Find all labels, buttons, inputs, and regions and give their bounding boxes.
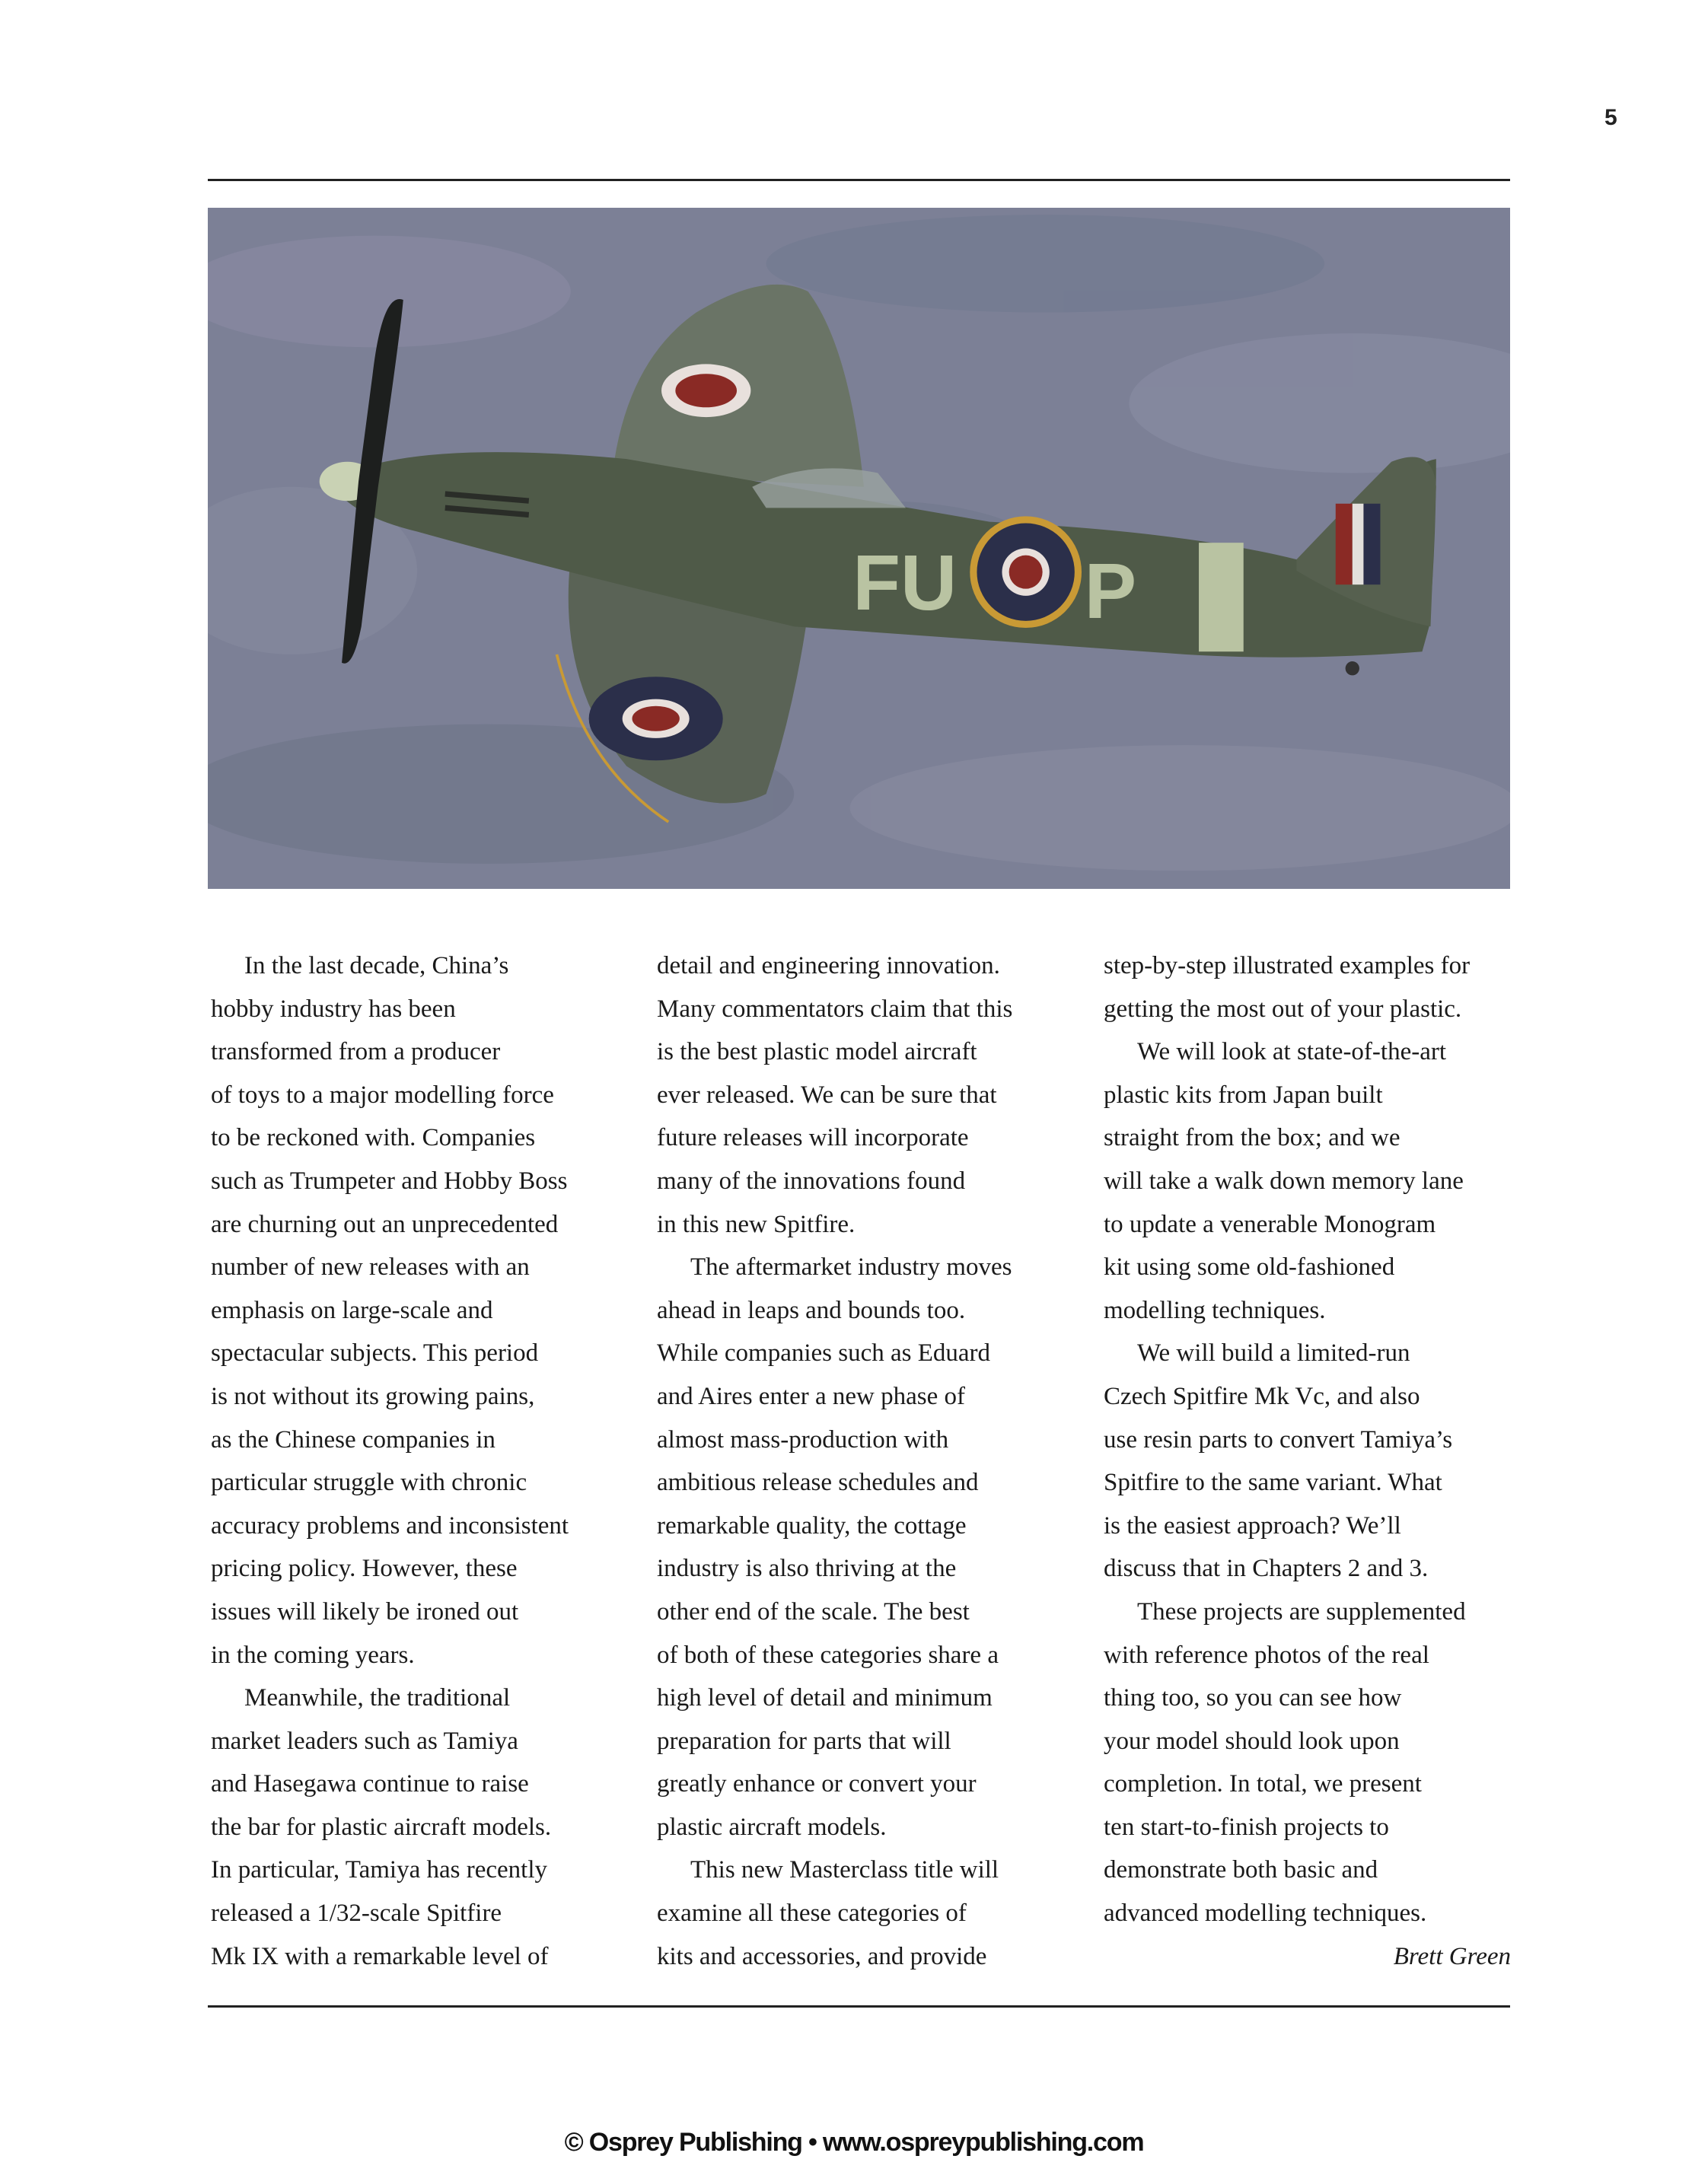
text-line: and Aires enter a new phase of [657,1382,966,1410]
text-line: particular struggle with chronic [211,1469,527,1497]
text-line: We will look at state-of-the-art [1137,1038,1447,1066]
bottom-rule [208,2005,1510,2008]
text-line: completion. In total, we present [1104,1770,1422,1798]
text-line: Meanwhile, the traditional [244,1684,511,1712]
text-line: number of new releases with an [211,1253,530,1282]
text-line: getting the most out of your plastic. [1104,995,1462,1023]
text-line: modelling techniques. [1104,1296,1326,1324]
text-line: straight from the box; and we [1104,1124,1400,1152]
text-line: and Hasegawa continue to raise [211,1770,529,1798]
text-line: accuracy problems and inconsistent [211,1511,569,1540]
text-line: will take a walk down memory lane [1104,1167,1464,1195]
text-line: plastic kits from Japan built [1104,1081,1383,1109]
text-line: future releases will incorporate [657,1124,969,1152]
text-line: ambitious release schedules and [657,1469,979,1497]
text-line: are churning out an unprecedented [211,1210,559,1238]
text-line: detail and engineering innovation. [657,952,1000,979]
text-line: step-by-step illustrated examples for [1104,952,1471,979]
text-line: kit using some old-fashioned [1104,1253,1395,1282]
text-line: is the easiest approach? We’ll [1104,1511,1401,1540]
text-line: In the last decade, China’s [244,952,509,979]
text-line: ever released. We can be sure that [657,1081,997,1109]
text-line: We will build a limited-run [1137,1339,1410,1368]
text-line: Spitfire to the same variant. What [1104,1469,1442,1497]
text-line: to be reckoned with. Companies [211,1124,536,1152]
text-line: in this new Spitfire. [657,1210,856,1238]
text-line: with reference photos of the real [1104,1641,1429,1669]
text-line: market leaders such as Tamiya [211,1727,518,1755]
text-column-1 [211,944,637,1978]
code-letter-right: P [1084,547,1137,635]
text-line: transformed from a producer [211,1038,501,1066]
text-line: in the coming years. [211,1641,415,1669]
page-number: 5 [1604,105,1617,130]
text-line: of toys to a major modelling force [211,1081,554,1109]
text-line: thing too, so you can see how [1104,1684,1402,1712]
text-line: ahead in leaps and bounds too. [657,1296,966,1324]
text-line: to update a venerable Monogram [1104,1210,1436,1238]
sky-band [1199,543,1244,651]
text-line: the bar for plastic aircraft models. [211,1813,552,1841]
text-line: plastic aircraft models. [657,1813,887,1841]
text-line: discuss that in Chapters 2 and 3. [1104,1555,1429,1583]
text-line: of both of these categories share a [657,1641,999,1669]
text-line: released a 1/32-scale Spitfire [211,1900,502,1928]
text-line: remarkable quality, the cottage [657,1511,967,1540]
text-line: pricing policy. However, these [211,1555,518,1583]
top-rule [208,179,1510,181]
text-line: greatly enhance or convert your [657,1770,977,1798]
text-line: issues will likely be ironed out [211,1597,519,1626]
text-line: examine all these categories of [657,1900,967,1928]
text-line: is the best plastic model aircraft [657,1038,977,1066]
footer-copyright: © Osprey Publishing • www.ospreypublishing.com [564,2128,1144,2157]
text-line: hobby industry has been [211,995,456,1023]
text-line: high level of detail and minimum [657,1684,993,1712]
text-line: kits and accessories, and provide [657,1942,987,1970]
text-line: almost mass-production with [657,1425,949,1454]
spitfire-photo [208,208,1510,889]
text-line: preparation for parts that will [657,1727,951,1755]
text-line: is not without its growing pains, [211,1382,535,1410]
text-line: emphasis on large-scale and [211,1296,493,1324]
text-line: advanced modelling techniques. [1104,1900,1427,1928]
text-line: demonstrate both basic and [1104,1856,1378,1884]
text-line: industry is also thriving at the [657,1555,957,1583]
tail-flash-red [1336,504,1353,584]
text-line: spectacular subjects. This period [211,1339,539,1368]
text-line: Czech Spitfire Mk Vc, and also [1104,1382,1420,1410]
text-line: other end of the scale. The best [657,1597,970,1626]
text-line: While companies such as Eduard [657,1339,991,1368]
text-column-3 [1104,944,1530,1978]
tail-flash-white [1353,504,1364,584]
text-line: The aftermarket industry moves [690,1253,1012,1282]
code-letters-left: FU [852,539,958,627]
text-line: Mk IX with a remarkable level of [211,1942,549,1970]
text-line: use resin parts to convert Tamiya’s [1104,1425,1453,1454]
text-line: many of the innovations found [657,1167,966,1195]
text-column-2 [657,944,1083,1978]
text-line: In particular, Tamiya has recently [211,1856,547,1884]
text-line: ten start-to-finish projects to [1104,1813,1389,1841]
author-signature: Brett Green [1393,1942,1511,1970]
text-line: Many commentators claim that this [657,995,1013,1023]
text-line: such as Trumpeter and Hobby Boss [211,1167,568,1195]
text-line: your model should look upon [1104,1727,1400,1755]
text-line: This new Masterclass title will [690,1856,999,1884]
tail-flash-blue [1363,504,1380,584]
text-line: as the Chinese companies in [211,1425,496,1454]
text-line: These projects are supplemented [1137,1597,1466,1626]
